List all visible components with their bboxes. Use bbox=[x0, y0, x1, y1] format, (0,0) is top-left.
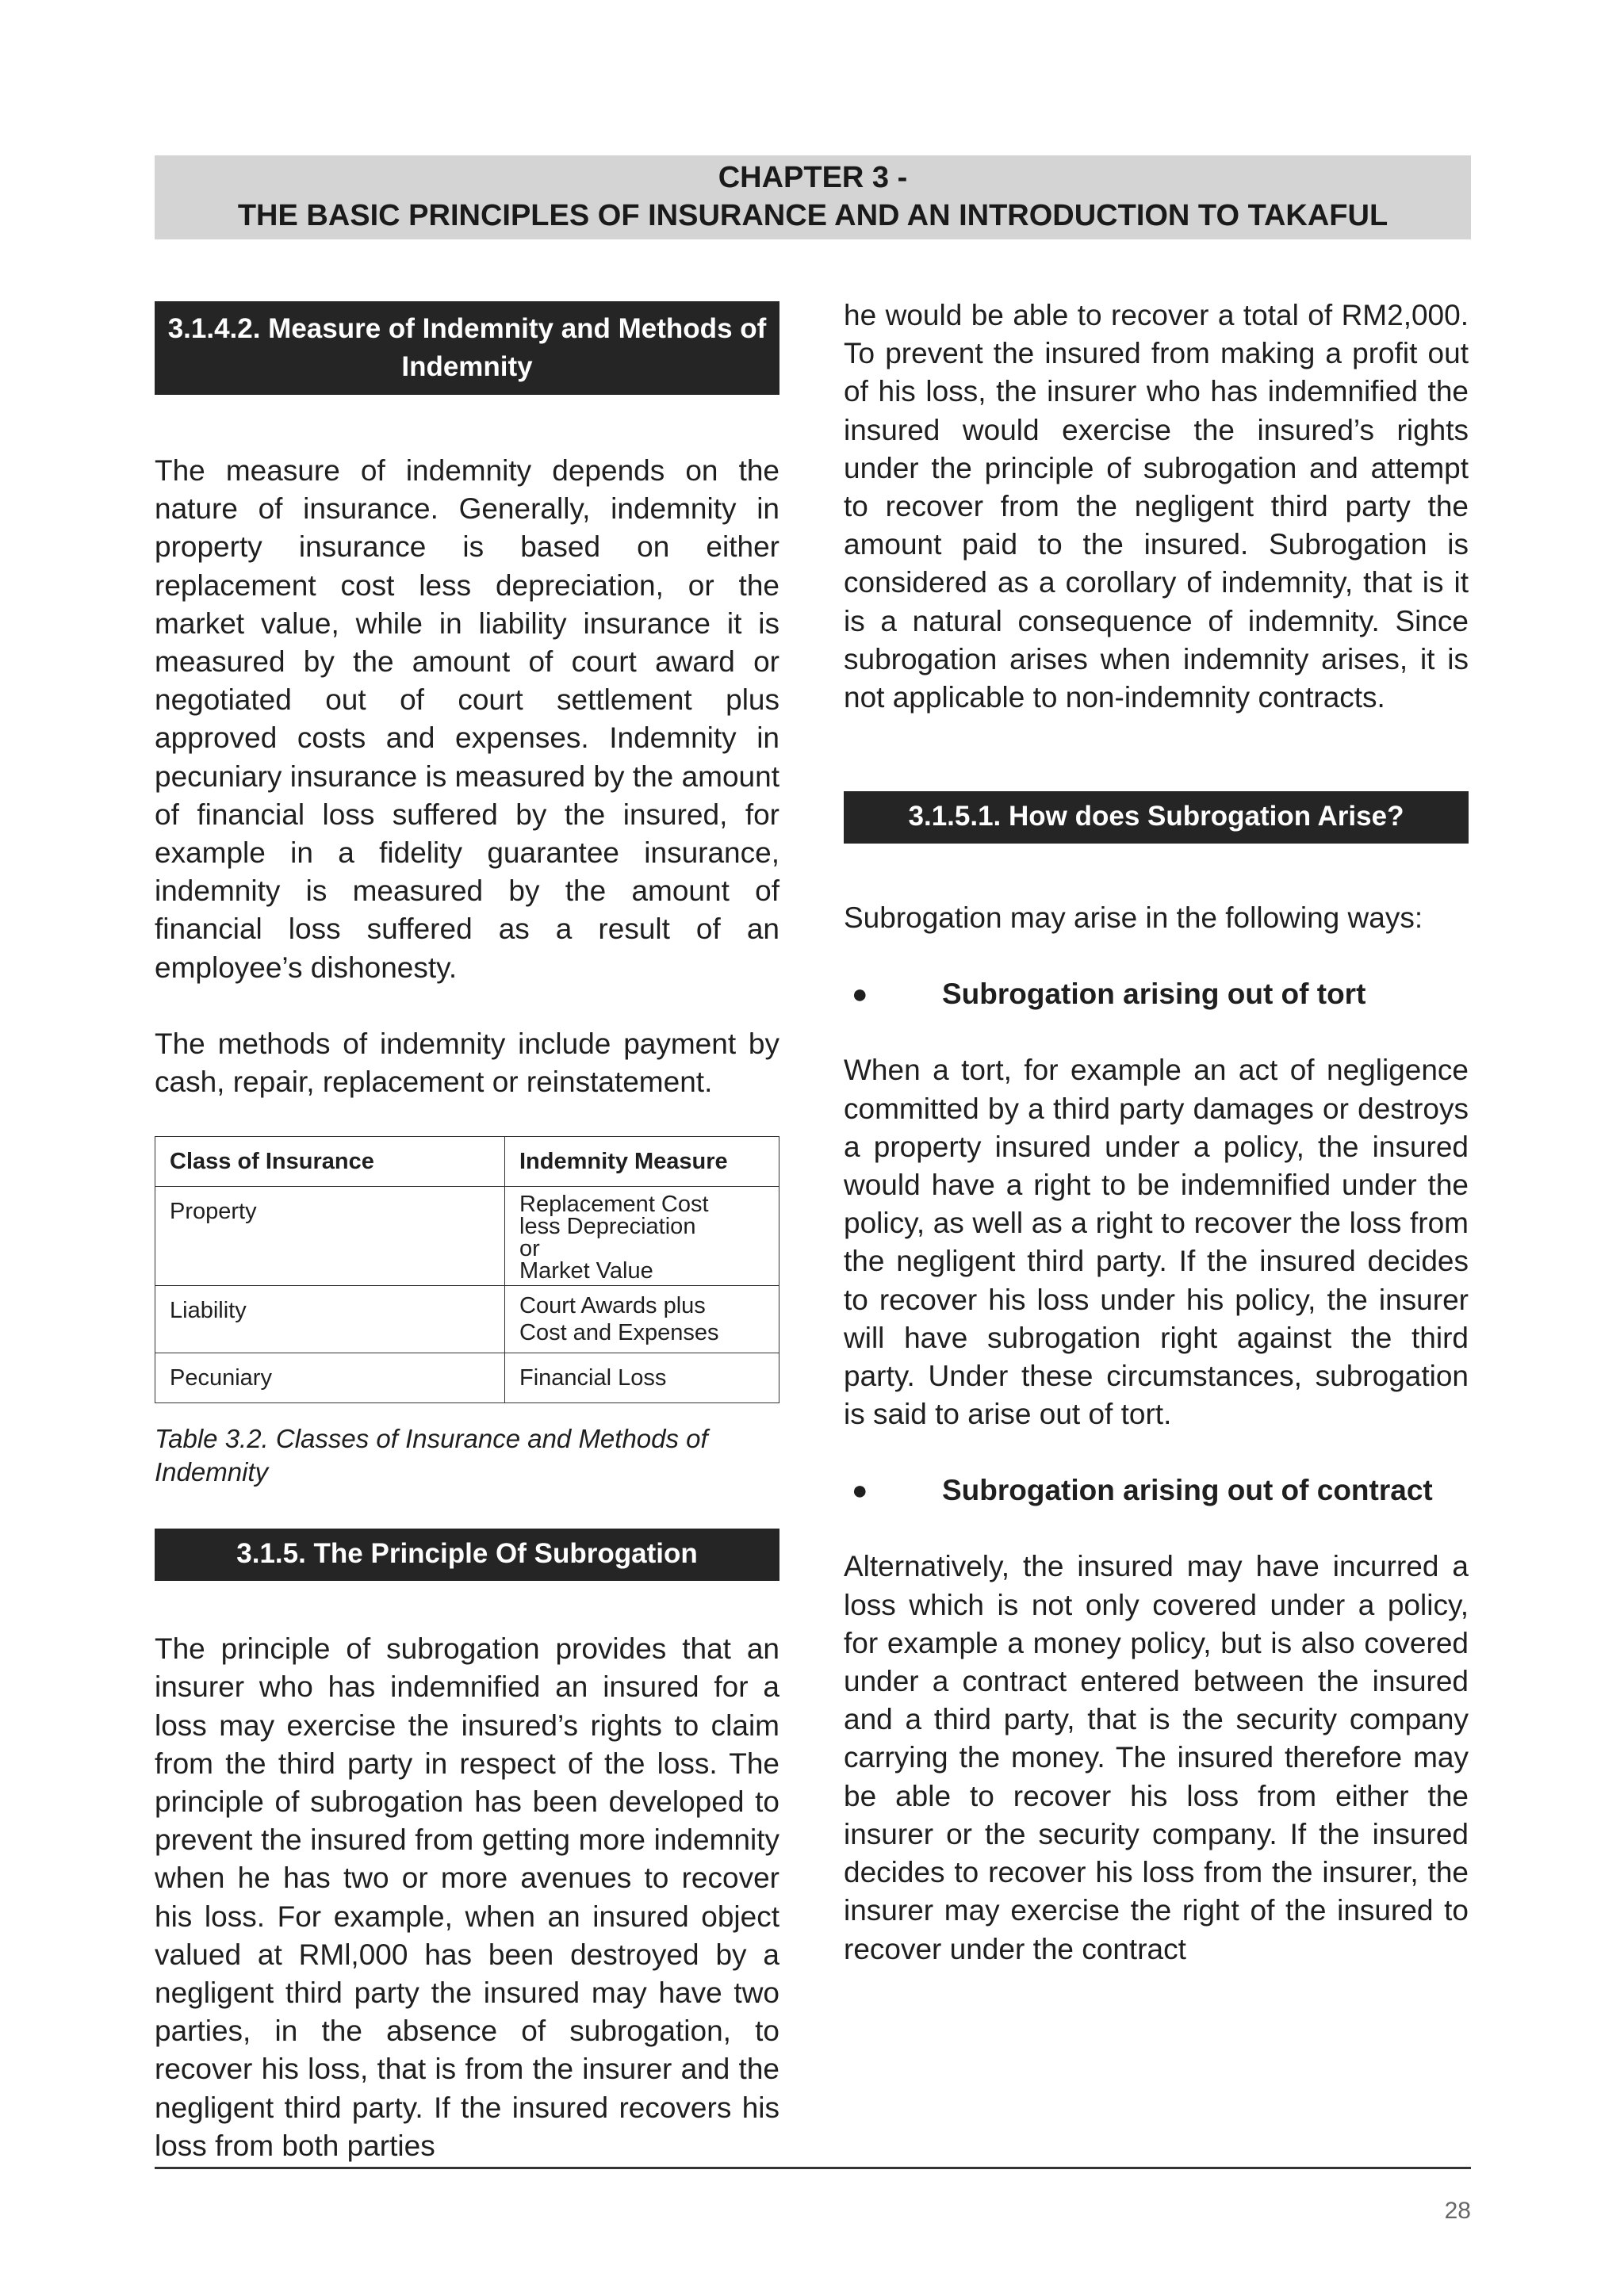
bullet-item-tort bbox=[844, 975, 1469, 1013]
section-heading-3-1-5-1: 3.1.5.1. How does Subrogation Arise? bbox=[844, 791, 1469, 844]
paragraph-methods-of-indemnity: The methods of indemnity include payment by cash, repair, replacement or reinstatement. bbox=[155, 1027, 779, 1099]
right-column bbox=[844, 297, 1469, 1969]
table-caption: Table 3.2. Classes of Insurance and Methods of Indemnity bbox=[155, 1424, 708, 1487]
table-cell: Financial Loss bbox=[505, 1353, 779, 1403]
paragraph-continued: he would be able to recover a total of RM2,000. To prevent the insured from making a profit out of his loss, the insurer who has indemnified the insured would exercise the insured’s rights under the principle of subrogation and attempt to recover from the negligent third party the amount paid to the insured. Subrogation is considered as a corollary of indemnity, that is it is a natural consequence of indemnity. Since subrogation arises when indemnity arises, it is not applicable to non-indemnity contracts. bbox=[844, 299, 1469, 714]
paragraph-subrogation-intro: Subrogation may arise in the following ways: bbox=[844, 901, 1423, 935]
table-cell: Pecuniary bbox=[155, 1353, 505, 1403]
footer-divider bbox=[155, 2167, 1471, 2169]
paragraph-principle-of-subrogation: The principle of subrogation provides that an insurer who has indemnified an insured for a loss may exercise the insured’s rights to claim from the third party in respect of the loss. The principle of subrogation has been developed to prevent the insured from getting more indemnity when he has two or more avenues to recover his loss. For example, when an insured object valued at RMl,000 has been destroyed by a negligent third party the insured may have two parties, in the absence of subrogation, to recover his loss, that is from the insurer and the negligent third party. If the insured recovers his loss from both parties bbox=[155, 1632, 779, 2162]
table-cell: Liability bbox=[155, 1286, 505, 1353]
bullet-title: Subrogation arising out of tort bbox=[942, 978, 1366, 1011]
bullet-dot-icon: ● bbox=[852, 1475, 868, 1506]
bullet-title: Subrogation arising out of contract bbox=[942, 1474, 1433, 1507]
bullet-text: When a tort, for example an act of negligence committed by a third party damages or destroys a property insured under a policy, the insured would have a right to be indemnified under the policy, as well as a right to recover the loss from the negligent third party. If the insured decides to recover his loss under his policy, the insurer will have subrogation right against the third party. Under these circumstances, subrogation is said to arise out of tort. bbox=[844, 1054, 1469, 1431]
table-header-class: Class of Insurance bbox=[155, 1137, 505, 1187]
section-heading-3-1-5: 3.1.5. The Principle Of Subrogation bbox=[155, 1529, 779, 1581]
chapter-title: THE BASIC PRINCIPLES OF INSURANCE AND AN INTRODUCTION TO TAKAFUL bbox=[237, 199, 1388, 232]
section-heading-3-1-4-2: 3.1.4.2. Measure of Indemnity and Methods of Indemnity bbox=[155, 301, 779, 395]
page-number: 28 bbox=[1444, 2198, 1471, 2224]
paragraph-measure-of-indemnity: The measure of indemnity depends on the nature of insurance. Generally, indemnity in property insurance is based on either replacement cost less depreciation, or the market value, while in liability insurance it is measured by the amount of court award or negotiated out of court settlement plus approved costs and expenses. Indemnity in pecuniary insurance is measured by the amount of financial loss suffered by the insured, for example in a fidelity guarantee insurance, indemnity is measured by the amount of financial loss suffered as a result of an employee’s dishonesty. bbox=[155, 454, 779, 984]
chapter-number: CHAPTER 3 - bbox=[718, 161, 908, 194]
bullet-text: Alternatively, the insured may have incurred a loss which is not only covered under a policy, for example a money policy, but is also covered under a contract entered between the insured and a third party, that is the security company carrying the money. The insured therefore may be able to recover his loss from either the insurer or the security company. If the insured decides to recover his loss from the insurer, the insurer may exercise the right of the insured to recover under the contract bbox=[844, 1550, 1469, 1965]
table-cell: Court Awards plus Cost and Expenses bbox=[505, 1286, 779, 1353]
chapter-banner bbox=[155, 155, 1471, 239]
bullet-dot-icon: ● bbox=[852, 979, 868, 1010]
table-cell: Property bbox=[155, 1187, 505, 1286]
table-row bbox=[155, 1353, 779, 1403]
indemnity-table bbox=[155, 1136, 779, 1403]
table-row bbox=[155, 1286, 779, 1353]
table-row bbox=[155, 1187, 779, 1286]
table-cell: Replacement Cost less Depreciation or Market Value bbox=[505, 1187, 779, 1286]
left-column bbox=[155, 301, 779, 2165]
bullet-item-contract bbox=[844, 1471, 1469, 1510]
table-header-measure: Indemnity Measure bbox=[505, 1137, 779, 1187]
table-header-row bbox=[155, 1137, 779, 1187]
